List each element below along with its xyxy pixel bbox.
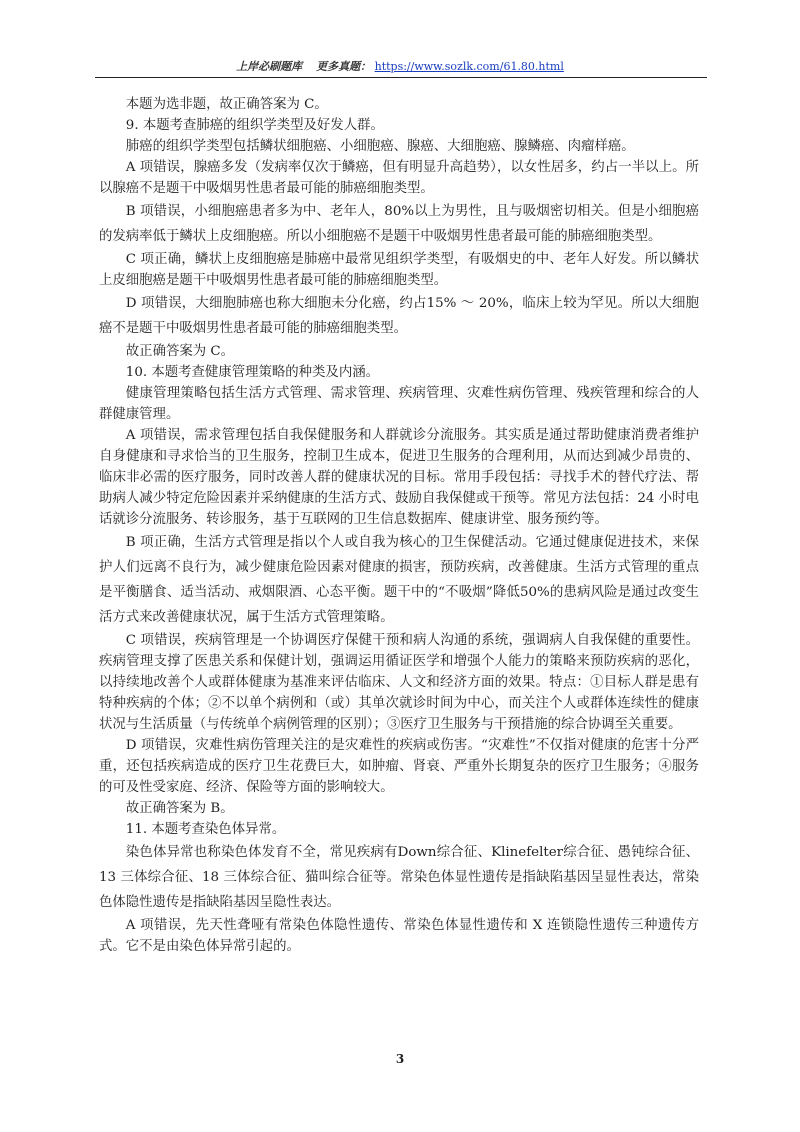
- paragraph: 本题为选非题，故正确答案为 C。: [125, 97, 328, 112]
- paragraph: 肺癌的组织学类型包括鳞状细胞癌、小细胞癌、腺癌、大细胞癌、腺鳞癌、肉瘤样癌。: [125, 139, 635, 154]
- header-url-link[interactable]: https://www.sozlk.com/61.80.html: [374, 60, 564, 73]
- paragraph: 9. 本题考查肺癌的组织学类型及好发人群。: [125, 118, 384, 133]
- paragraph: B 项错误，小细胞癌患者多为中、老年人，80%以上为男性，且与吸烟密切相关。但是小细胞癌的发病率低于鳞状上皮细胞癌。所以小细胞癌不是题干中吸烟男性患者最可能的肺癌细胞类型。: [99, 204, 699, 244]
- header-label: 更多真题：: [316, 60, 372, 73]
- paragraph: D 项错误，大细胞肺癌也称大细胞未分化癌，约占15% ～ 20%，临床上较为罕见。所以大细胞癌不是题干中吸烟男性患者最可能的肺癌细胞类型。: [99, 296, 699, 336]
- paragraph: D 项错误，灾难性病伤管理关注的是灾难性的疾病或伤害。“灾难性”不仅指对健康的危害十分严重，还包括疾病造成的医疗卫生花费巨大，如肿瘤、肾衰、严重外长期复杂的医疗卫生服务；④服务的可及性受家庭、经济、保险等方面的影响较大。: [99, 738, 699, 795]
- page-header: [0, 58, 800, 74]
- paragraph: C 项正确，鳞状上皮细胞癌是肺癌中最常见组织学类型，有吸烟史的中、老年人好发。所以鳞状上皮细胞癌是题干中吸烟男性患者最可能的肺癌细胞类型。: [99, 252, 699, 288]
- paragraph: 故正确答案为 C。: [125, 344, 235, 359]
- paragraph: 健康管理策略包括生活方式管理、需求管理、疾病管理、灾难性病伤管理、残疾管理和综合的人群健康管理。: [99, 386, 699, 422]
- page-number: 3: [395, 1052, 405, 1066]
- paragraph: 染色体异常也称染色体发育不全，常见疾病有Down综合征、Klinefelter综合征、愚钝综合征、13 三体综合征、18 三体综合征、猫叫综合征等。常染色体显性遗传是指缺陷基因呈显性表达，常染色体隐性遗传是指缺陷基因呈隐性表达。: [99, 845, 699, 910]
- paragraph: C 项错误，疾病管理是一个协调医疗保健干预和病人沟通的系统，强调病人自我保健的重要性。疾病管理支撑了医患关系和保健计划，强调运用循证医学和增强个人能力的策略来预防疾病的恶化，以持续地改善个人或群体健康为基准来评估临床、人文和经济方面的效果。特点：①目标人群是患有特种疾病的个体；②不以单个病例和（或）其单次就诊时间为中心，而关注个人或群体连续性的健康状况与生活质量（与传统单个病例管理的区别）；③医疗卫生服务与干预措施的综合协调至关重要。: [99, 633, 699, 732]
- paragraph: 11. 本题考查染色体异常。: [125, 822, 286, 837]
- paragraph: 10. 本题考查健康管理策略的种类及内涵。: [125, 365, 379, 380]
- header-divider: [95, 77, 707, 78]
- header-brand: 上岸必刷题库: [236, 60, 303, 73]
- paragraph: A 项错误，先天性聋哑有常染色体隐性遗传、常染色体显性遗传和 X 连锁隐性遗传三种遗传方式。它不是由染色体异常引起的。: [99, 918, 699, 954]
- paragraph: B 项正确，生活方式管理是指以个人或自我为核心的卫生保健活动。它通过健康促进技术，来保护人们远离不良行为，减少健康危险因素对健康的损害，预防疾病，改善健康。生活方式管理的重点是平衡膳食、适当活动、戒烟限酒、心态平衡。题干中的“不吸烟”降低50%的患病风险是通过改变生活方式来改善健康状况，属于生活方式管理策略。: [99, 535, 699, 625]
- paragraph: 故正确答案为 B。: [125, 801, 234, 816]
- paragraph: A 项错误，腺癌多发（发病率仅次于鳞癌，但有明显升高趋势），以女性居多，约占一半以上。所以腺癌不是题干中吸烟男性患者最可能的肺癌细胞类型。: [99, 160, 699, 196]
- paragraph: A 项错误，需求管理包括自我保健服务和人群就诊分流服务。其实质是通过帮助健康消费者维护自身健康和寻求恰当的卫生服务，控制卫生成本，促进卫生服务的合理利用，从而达到减少昂贵的、临床非必需的医疗服务，同时改善人群的健康状况的目标。常用手段包括：寻找手术的替代疗法、帮助病人减少特定危险因素并采纳健康的生活方式、鼓励自我保健或干预等。常见方法包括：24 小时电话就诊分流服务、转诊服务，基于互联网的卫生信息数据库、健康讲堂、服务预约等。: [99, 428, 699, 527]
- document-body: [99, 94, 699, 957]
